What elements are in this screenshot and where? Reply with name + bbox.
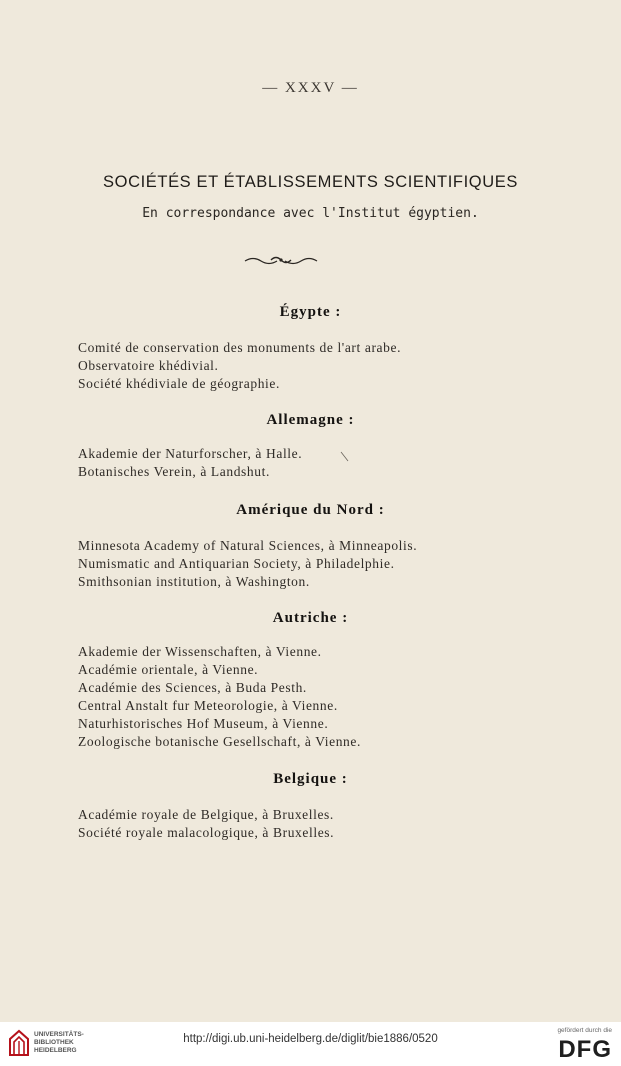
list-item: Botanisches Verein, à Landshut.	[78, 464, 270, 479]
list-item: Naturhistorisches Hof Museum, à Vienne.	[78, 716, 329, 731]
section-list-belgique	[78, 806, 334, 842]
section-heading-allemagne: Allemagne :	[266, 412, 355, 428]
section-list-allemagne	[78, 445, 302, 481]
page-title: SOCIÉTÉS ET ÉTABLISSEMENTS SCIENTIFIQUES	[103, 173, 518, 191]
list-item: Société khédiviale de géographie.	[78, 376, 280, 391]
section-list-autriche	[78, 643, 361, 751]
section-heading-belgique: Belgique :	[273, 771, 348, 787]
list-item: Académie des Sciences, à Buda Pesth.	[78, 680, 307, 695]
section-list-amerique-du-nord	[78, 537, 417, 591]
list-item: Smithsonian institution, à Washington.	[78, 574, 310, 589]
page-number: — XXXV —	[262, 80, 359, 96]
ornament-divider	[243, 253, 319, 267]
list-item: Société royale malacologique, à Bruxelles.	[78, 825, 335, 840]
list-item: Numismatic and Antiquarian Society, à Philadelphie.	[78, 556, 395, 571]
list-item: Observatoire khédivial.	[78, 358, 219, 373]
list-item: Akademie der Naturforscher, à Halle.	[78, 446, 303, 461]
section-heading-amerique-du-nord: Amérique du Nord :	[236, 502, 385, 518]
stray-mark	[340, 451, 350, 463]
library-name-line: UNIVERSITÄTS-	[34, 1031, 84, 1038]
page-subtitle: En correspondance avec l'Institut égyptien.	[142, 206, 479, 221]
list-item: Comité de conservation des monuments de l'art arabe.	[78, 340, 402, 355]
funded-by-label: gefördert durch die	[557, 1027, 612, 1034]
library-name-line: BIBLIOTHEK	[34, 1039, 74, 1046]
list-item: Central Anstalt fur Meteorologie, à Vienne.	[78, 698, 338, 713]
document-url-link[interactable]: http://digi.ub.uni-heidelberg.de/diglit/bie1886/0520	[183, 1033, 438, 1045]
list-item: Minnesota Academy of Natural Sciences, à Minneapolis.	[78, 538, 418, 553]
section-list-egypte	[78, 339, 401, 393]
list-item: Akademie der Wissenschaften, à Vienne.	[78, 644, 322, 659]
section-heading-egypte: Égypte :	[279, 304, 342, 320]
list-item: Académie orientale, à Vienne.	[78, 662, 259, 677]
dfg-logo[interactable]: DFG	[558, 1036, 612, 1063]
footer-bar	[0, 1022, 621, 1066]
library-name-line: HEIDELBERG	[34, 1047, 77, 1054]
section-heading-autriche: Autriche :	[272, 610, 349, 626]
list-item: Zoologische botanische Gesellschaft, à Vienne.	[78, 734, 361, 749]
list-item: Académie royale de Belgique, à Bruxelles.	[78, 807, 334, 822]
